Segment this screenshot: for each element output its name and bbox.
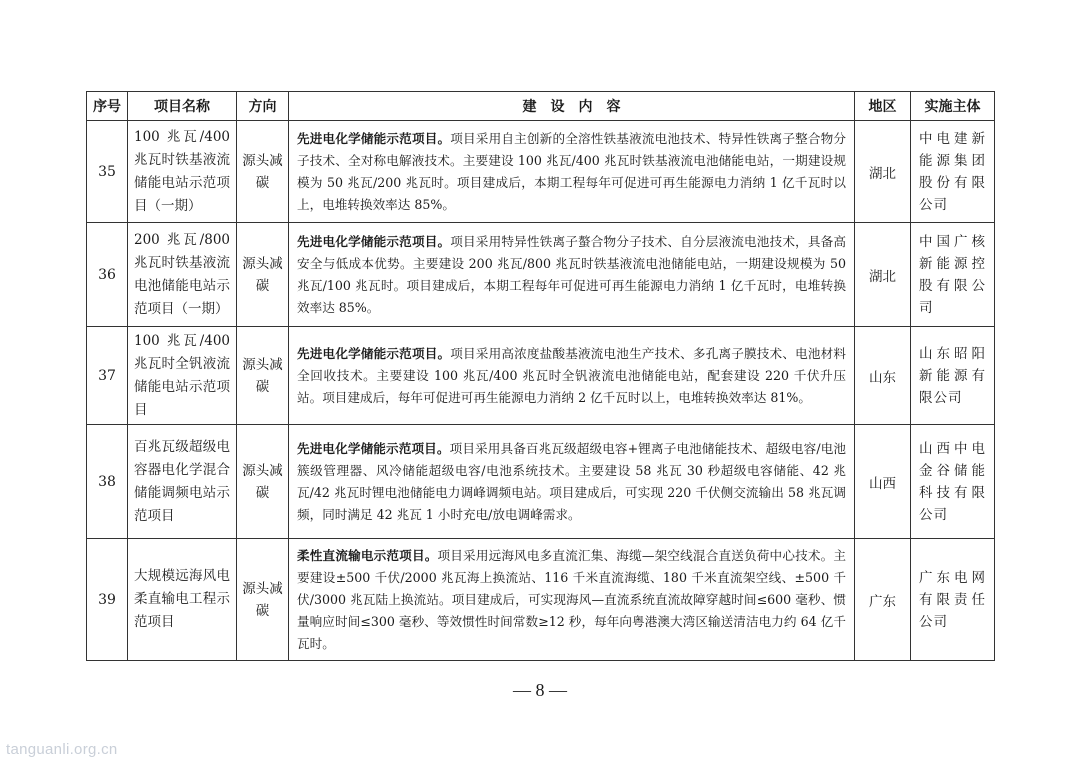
row-entity: 山东昭阳新能源有限公司: [911, 327, 995, 425]
row-project-name: 百兆瓦级超级电容器电化学混合储能调频电站示范项目: [128, 425, 237, 539]
row-region: 湖北: [855, 223, 911, 327]
table-row: [87, 539, 995, 661]
row-content-body: 项目采用远海风电多直流汇集、海缆—架空线混合直送负荷中心技术。主要建设±500 千伏/2000 兆瓦海上换流站、116 千米直流海缆、180 千米直流架空线、±500 千伏/3000 兆瓦陆上换流站。项目建成后，可实现海风—直流系统直流故障穿越时间≤600 毫秒、惯量响应时间≤300 毫秒、等效惯性时间常数≥12 秒，每年向粤港澳大湾区输送清洁电力约 64 亿千瓦时。: [297, 547, 847, 651]
row-entity: 中国广核新能源控股有限公司: [911, 223, 995, 327]
row-content: [289, 539, 855, 661]
row-region: 湖北: [855, 121, 911, 223]
row-entity: 山西中电金谷储能科技有限公司: [911, 425, 995, 539]
row-seq: 38: [87, 425, 128, 539]
row-content-lead: 柔性直流输电示范项目。: [297, 547, 438, 563]
watermark: tanguanli.org.cn: [6, 741, 118, 758]
row-content: [289, 121, 855, 223]
row-region: 广东: [855, 539, 911, 661]
header-direction: 方向: [237, 92, 289, 121]
row-content-body: 项目采用自主创新的全溶性铁基液流电池技术、特异性铁离子整合物分子技术、全对称电解液技术。主要建设 100 兆瓦/400 兆瓦时铁基液流电池储能电站，一期建设规模为 50 兆瓦/200 兆瓦时。项目建成后，本期工程每年可促进可再生能源电力消纳 1 亿千瓦时以上，电堆转换效率达 85%。: [297, 130, 847, 212]
row-seq: 36: [87, 223, 128, 327]
row-direction: 源头减碳: [237, 121, 289, 223]
row-region: 山东: [855, 327, 911, 425]
row-seq: 35: [87, 121, 128, 223]
row-direction: 源头减碳: [237, 327, 289, 425]
table-row: [87, 327, 995, 425]
row-content-lead: 先进电化学储能示范项目。: [297, 440, 450, 456]
row-direction: 源头减碳: [237, 425, 289, 539]
row-content-lead: 先进电化学储能示范项目。: [297, 130, 451, 146]
row-direction: 源头减碳: [237, 223, 289, 327]
row-content-lead: 先进电化学储能示范项目。: [297, 345, 451, 361]
table-header-row: [87, 92, 995, 121]
row-region: 山西: [855, 425, 911, 539]
table-row: [87, 425, 995, 539]
row-content: [289, 223, 855, 327]
row-project-name: 200 兆瓦/800 兆瓦时铁基液流电池储能电站示范项目（一期）: [128, 223, 237, 327]
row-entity: 广东电网有限责任公司: [911, 539, 995, 661]
table-row: [87, 223, 995, 327]
row-project-name: 大规模远海风电柔直输电工程示范项目: [128, 539, 237, 661]
row-content: [289, 425, 855, 539]
row-content-body: 项目采用具备百兆瓦级超级电容+锂离子电池储能技术、超级电容/电池簇级管理器、风冷储能超级电容/电池系统技术。主要建设 58 兆瓦 30 秒超级电容储能、42 兆瓦/42 兆瓦时锂电池储能电力调峰调频电站。项目建成后，可实现 220 千伏侧交流输出 58 兆瓦调频，同时满足 42 兆瓦 1 小时充电/放电调峰需求。: [297, 440, 847, 522]
row-content-body: 项目采用特异性铁离子螯合物分子技术、自分层液流电池技术，具备高安全与低成本优势。主要建设 200 兆瓦/800 兆瓦时铁基液流电池储能电站，一期建设规模为 50 兆瓦/100 兆瓦时。项目建成后，本期工程每年可促进可再生能源电力消纳 1 亿千瓦时，电堆转换效率达 85%。: [297, 233, 847, 315]
page-number: — 8 —: [513, 680, 567, 700]
table-row: [87, 121, 995, 223]
header-entity: 实施主体: [911, 92, 995, 121]
row-seq: 39: [87, 539, 128, 661]
header-content: 建 设 内 容: [289, 92, 855, 121]
row-project-name: 100 兆瓦/400 兆瓦时铁基液流储能电站示范项目（一期）: [128, 121, 237, 223]
header-project-name: 项目名称: [128, 92, 237, 121]
project-table: [86, 91, 995, 661]
row-content-body: 项目采用高浓度盐酸基液流电池生产技术、多孔离子膜技术、电池材料全回收技术。主要建设 100 兆瓦/400 兆瓦时全钒液流电池储能电站，配套建设 220 千伏升压站。项目建成后，每年可促进可再生能源电力消纳 2 亿千瓦时以上，电堆转换效率达 81%。: [297, 345, 847, 405]
row-entity: 中电建新能源集团股份有限公司: [911, 121, 995, 223]
row-project-name: 100 兆瓦/400 兆瓦时全钒液流储能电站示范项目: [128, 327, 237, 425]
row-seq: 37: [87, 327, 128, 425]
header-seq: 序号: [87, 92, 128, 121]
header-region: 地区: [855, 92, 911, 121]
row-direction: 源头减碳: [237, 539, 289, 661]
row-content-lead: 先进电化学储能示范项目。: [297, 233, 451, 249]
row-content: [289, 327, 855, 425]
